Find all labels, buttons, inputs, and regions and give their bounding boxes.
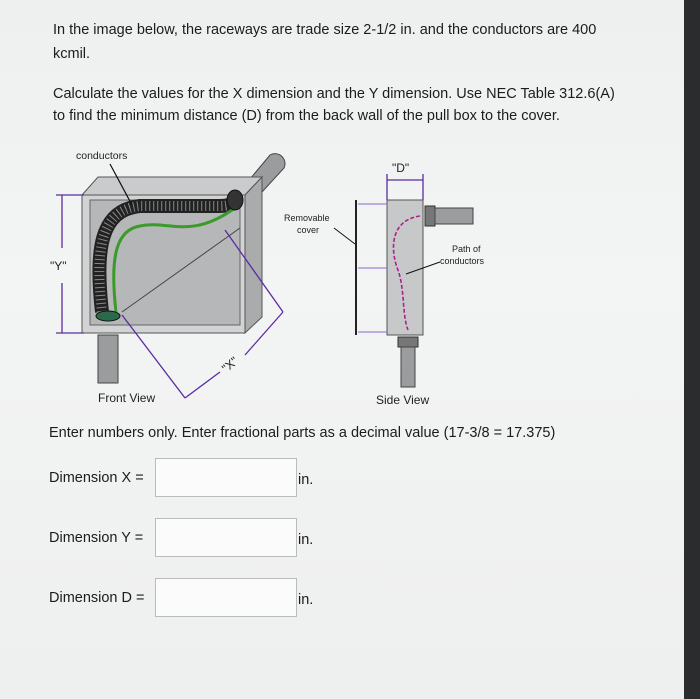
dimension-d-input[interactable] <box>155 578 297 617</box>
path-label-2: conductors <box>440 256 485 266</box>
bottom-conduit <box>98 335 118 383</box>
removable-cover-label-1: Removable <box>284 213 330 223</box>
dimension-d-unit: in. <box>298 592 314 608</box>
question-text-line1: In the image below, the raceways are trade size 2-1/2 in. and the conductors are 400 <box>53 22 597 38</box>
dimension-x-input[interactable] <box>155 458 297 497</box>
dimension-y-label: Dimension Y = <box>49 530 144 546</box>
pull-box-side <box>356 200 473 387</box>
x-label: "X" <box>219 353 241 376</box>
cover-leader <box>334 228 355 244</box>
dimension-x-label: Dimension X = <box>49 470 144 486</box>
question-text-line4: to find the minimum distance (D) from the back wall of the pull box to the cover. <box>53 108 560 124</box>
d-dimension <box>387 174 423 200</box>
side-view-label: Side View <box>376 393 430 407</box>
dimension-y-input[interactable] <box>155 518 297 557</box>
conductors-label: conductors <box>76 150 128 162</box>
y-label: "Y" <box>50 259 67 273</box>
d-label: "D" <box>392 161 410 175</box>
front-view-label: Front View <box>98 391 156 405</box>
dimension-d-label: Dimension D = <box>49 590 145 606</box>
path-label-1: Path of <box>452 244 481 254</box>
dimension-x-unit: in. <box>298 472 314 488</box>
question-text-line3: Calculate the values for the X dimension and the Y dimension. Use NEC Table 312.6(A) <box>53 86 615 102</box>
pull-box-diagram <box>40 140 520 410</box>
question-text-line2: kcmil. <box>53 46 91 62</box>
removable-cover-label-2: cover <box>297 225 320 235</box>
instructions-text: Enter numbers only. Enter fractional parts as a decimal value (17-3/8 = 17.375) <box>49 425 556 441</box>
dimension-y-unit: in. <box>298 532 314 548</box>
